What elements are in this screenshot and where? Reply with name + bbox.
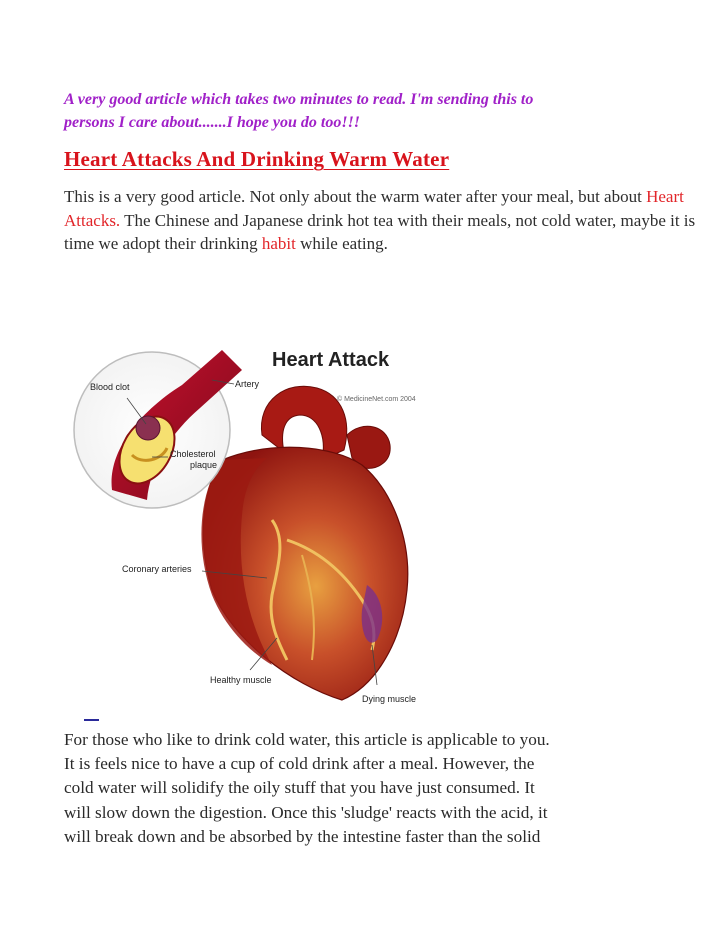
intro-text — [64, 88, 664, 134]
para2-line-4: will slow down the digestion. Once this 'sludge' reacts with the acid, it — [64, 802, 548, 822]
label-blood-clot: Blood clot — [90, 382, 130, 392]
label-plaque: plaque — [190, 460, 218, 470]
para2-line-1: For those who like to drink cold water, this article is applicable to you. — [64, 730, 550, 749]
para1-text-1: This is a very good article. Not only about the warm water after your meal, but about — [64, 187, 647, 206]
para2-line-3: cold water will solidify the oily stuff that you have just consumed. It — [64, 778, 535, 798]
para1-text-3: while eating. — [295, 234, 388, 253]
para2-line-2: It is feels nice to have a cup of cold drink after a meal. However, the — [64, 754, 535, 774]
body-paragraph — [64, 728, 704, 849]
heart-attack-illustration — [72, 340, 452, 710]
habit-link[interactable]: habit — [261, 234, 296, 253]
article-title[interactable]: Heart Attacks And Drinking Warm Water — [64, 147, 450, 171]
label-coronary: Coronary arteries — [122, 564, 192, 574]
intro-line-1: A very good article which takes two minutes to read. I'm sending this to — [64, 91, 534, 108]
intro-line-2: persons I care about.......I hope you do too!!! — [64, 114, 361, 131]
label-cholesterol: Cholesterol — [170, 449, 216, 459]
heart-attacks-link[interactable]: Heart Attacks. — [64, 187, 684, 230]
link-underline-mark — [84, 719, 99, 721]
figure-copyright: © MedicineNet.com 2004 — [337, 396, 416, 403]
para2-line-5: will break down and be absorbed by the intestine faster than the solid — [64, 826, 541, 846]
intro-paragraph — [64, 185, 704, 256]
blood-clot — [136, 416, 160, 440]
label-artery: Artery — [235, 379, 260, 389]
figure-title: Heart Attack — [272, 349, 390, 371]
para1-text-2: The Chinese and Japanese drink hot tea with their meals, not cold water, maybe it is time we adopt their drinking — [64, 210, 696, 253]
label-healthy: Healthy muscle — [210, 675, 272, 685]
label-dying: Dying muscle — [362, 694, 417, 704]
